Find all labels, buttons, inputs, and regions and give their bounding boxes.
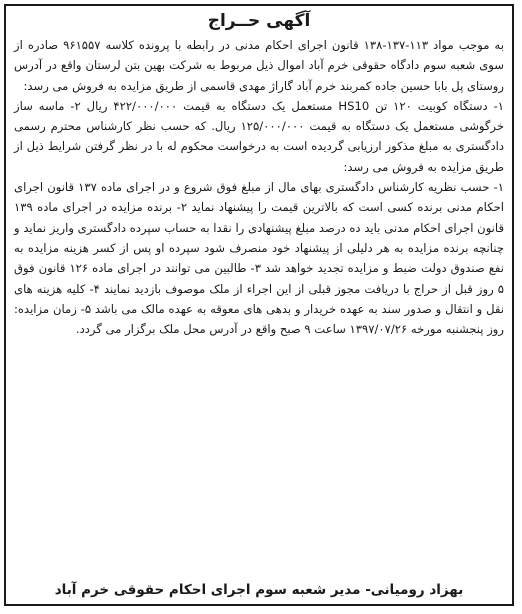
- notice-items-paragraph: ۱- دستگاه کوبیت ۱۲۰ تن HS10 مستعمل یک دستگاه به قیمت ۴۲۲/۰۰۰/۰۰۰ ریال ۲- ماسه ساز خرگوشی مستعمل یک دستگاه به قیمت ۱۲۵/۰۰۰/۰۰۰ ریال. که حسب نظر کارشناس محترم رسمی دادگستری به مبلغ مذکور ارزیابی گردیده است به درخواست محکوم له با در نظر گرفتن شرایط ذیل از طریق مزایده به فروش می رسد:: [14, 98, 504, 174]
- auction-notice: [4, 4, 514, 606]
- notice-intro-paragraph: به موجب مواد ۱۱۳-۱۳۷-۱۳۸ قانون اجرای احکام مدنی در رابطه با پرونده کلاسه ۹۶۱۵۵۷ صادره از سوی شعبه سوم دادگاه حقوقی خرم آباد اموال ذیل مربوط به شرکت بهین بتن لرستان واقع در آدرس روستای پل بابا حسین جاده کمربند خرم آباد گاراژ مهدی قاسمی از طریق مزایده به فروش می رسد:: [14, 38, 504, 93]
- notice-conditions-paragraph: ۱- حسب نظریه کارشناس دادگستری بهای مال از مبلغ فوق شروع و در اجرای ماده ۱۳۷ قانون اجرای احکام مدنی برنده کسی است که بالاترین قیمت را پیشنهاد نماید ۲- برنده مزایده در اجرای ماده ۱۳۹ قانون اجرای احکام مدنی باید ده درصد مبلغ پیشنهادی را نقدا به حساب سپرده دادگستری واریز نماید و چنانچه برنده مزایده به هر دلیلی از پیشنهاد خود منصرف شود سپرده او پس از کسر هزینه مزایده به نفع صندوق دولت ضبط و مزایده تجدید خواهد شد ۳- طالبین می توانند در اجرای ماده ۱۲۶ قانون فوق ۵ روز قبل از حراج با دریافت مجوز قبلی از این اجراء از ملک موصوف بازدید نمایند ۴- کلیه هزینه های نقل و انتقال و صدور سند به عهده خریدار و بدهی های معوقه به عهده مالک می باشد ۵- زمان مزایده: روز پنجشنبه مورخه ۱۳۹۷/۰۷/۲۶ ساعت ۹ صبح واقع در آدرس محل ملک برگزار می گردد.: [14, 180, 505, 337]
- notice-body: [14, 35, 504, 339]
- notice-signature: بهزاد رومیانی- مدیر شعبه سوم اجرای احکام حقوقی خرم آباد: [54, 582, 464, 598]
- notice-title: آگهی حــراج: [207, 11, 311, 31]
